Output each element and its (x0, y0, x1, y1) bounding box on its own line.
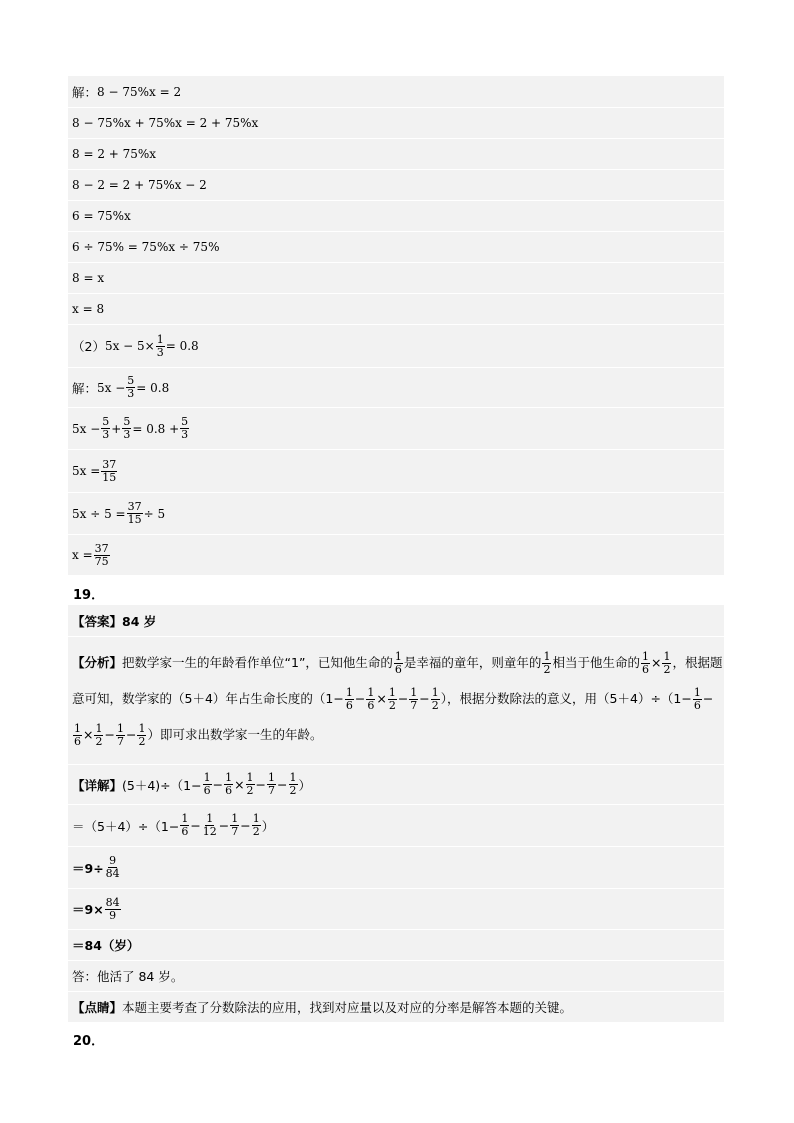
fraction: $\frac{1}{3}$ (156, 332, 164, 359)
solution-line: 5x − $\frac{5}{3}$ + $\frac{5}{3}$ = 0.8 + $\frac{5}{3}$ (68, 407, 724, 449)
fraction: $\frac{5}{3}$ (123, 415, 131, 441)
detail-line: ＝9× $\frac{84}{9}$ (68, 888, 724, 929)
solution-line: 解： 8 − 75%x = 2 (72, 84, 182, 100)
solution-line: 8 − 2 = 2 + 75%x − 2 (68, 169, 724, 200)
question-number-19: 19． (73, 588, 105, 603)
solution-line: 8 = x (68, 262, 724, 293)
fraction: $\frac{5}{3}$ (102, 415, 110, 441)
detail-line: 【详解】 (5＋4)÷（1− $\frac{1}{6}$ − $\frac{1}{6}$ × $\frac{1}{2}$ − $\frac{1}{7}$ − $\frac{1}{2}$ ） (68, 764, 724, 804)
solution-block-1 (68, 76, 724, 575)
answer-line: 【答案】 84 岁 (72, 613, 157, 629)
comment-line: 【点睛】 本题主要考查了分数除法的应用，找到对应量以及对应的分率是解答本题的关键。 (68, 991, 724, 1022)
question-number-20: 20． (73, 1034, 105, 1049)
fraction: $\frac{37}{15}$ (127, 500, 142, 526)
solution-line: x = 8 (68, 293, 724, 324)
solution-line: 6 = 75%x (68, 200, 724, 231)
detail-line: ＝（5＋4）÷（1− $\frac{1}{6}$ − $\frac{1}{12}$ − $\frac{1}{7}$ − $\frac{1}{2}$ ） (68, 804, 724, 846)
fraction: $\frac{5}{3}$ (181, 415, 189, 441)
solution-line: x = $\frac{37}{75}$ (68, 534, 724, 575)
solution-line: 8 = 2 + 75%x (68, 138, 724, 169)
solution-line: 6 ÷ 75% = 75%x ÷ 75% (68, 231, 724, 262)
fraction: $\frac{37}{15}$ (102, 457, 117, 484)
fraction: $\frac{5}{3}$ (127, 374, 135, 400)
solution-line: 5x = $\frac{37}{15}$ (68, 449, 724, 492)
analysis-paragraph: 【分析】把数学家一生的年龄看作单位“1”，已知他生命的 $\frac{1}{6}$ 是幸福的童年，则童年的 $\frac{1}{2}$ 相当于他生命的 $\frac{1}{6}$ × $\frac{1}{2}$ ，根据题意可知，数学家的（5＋4）年占生命长度的（1− $\frac{1}{6}$ − $\frac{1}{6}$ × $\frac{1}{2}$ − $\frac{1}{7}$ − $\frac{1}{2}$ ），根据分数除法的意义，用（5＋4）÷（1− $\frac{1}{6}$ − $\frac{1}{6}$ × $\frac{1}{2}$ − $\frac{1}{7}$ − $\frac{1}{2}$ ）即可求出数学家一生的年龄。 (68, 636, 724, 743)
detail-line: ＝9÷ $\frac{9}{84}$ (68, 846, 724, 888)
question-2-line: （2） 5x − 5× $\frac{1}{3}$ = 0.8 (68, 324, 724, 367)
solution-line: 8 − 75%x + 75%x = 2 + 75%x (68, 107, 724, 138)
solution-line: 5x ÷ 5 = $\frac{37}{15}$ ÷ 5 (68, 492, 724, 534)
detail-line: ＝84（岁） (68, 929, 724, 960)
solution-block-19 (68, 605, 724, 1022)
conclusion-line: 答：他活了 84 岁。 (68, 960, 724, 991)
solution-line: 解： 5x − $\frac{5}{3}$ = 0.8 (68, 367, 724, 407)
fraction: $\frac{37}{75}$ (94, 541, 109, 568)
